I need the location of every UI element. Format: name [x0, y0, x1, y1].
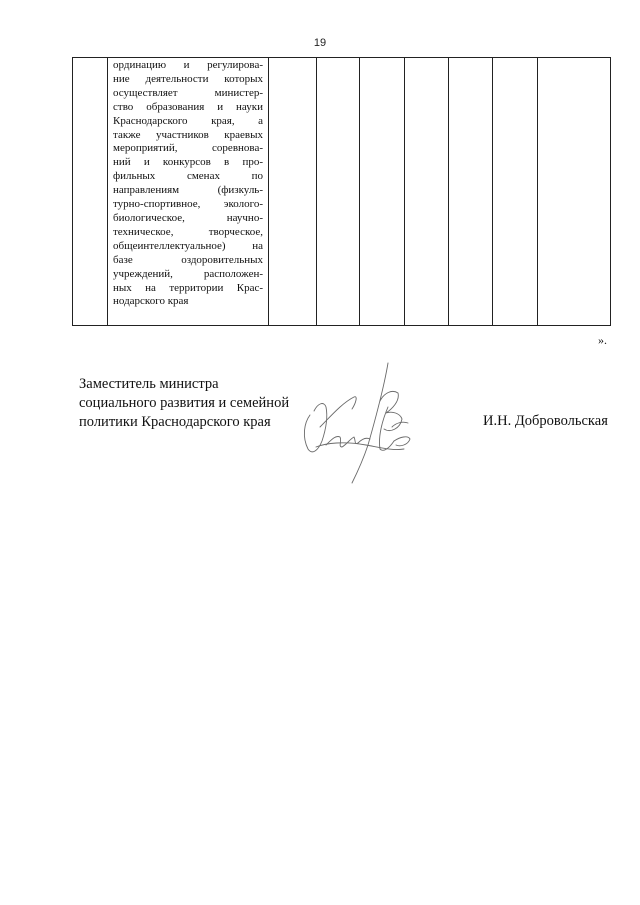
- description-line: ние деятельности которых: [113, 72, 263, 85]
- signer-title-line: Заместитель министра: [79, 376, 219, 392]
- description-line: нодарского края: [113, 295, 189, 308]
- handwritten-signature: [296, 357, 426, 489]
- description-line: мероприятий, соревнова-: [113, 142, 263, 155]
- description-line: общеинтеллектуальное) на: [113, 239, 263, 252]
- description-line: биологическое, научно-: [113, 211, 263, 224]
- description-line: турно-спортивное, эколого-: [113, 198, 263, 211]
- description-line: учреждений, расположен-: [113, 267, 263, 280]
- signer-title-line: социального развития и семейной: [79, 395, 290, 411]
- table-cell-empty: [360, 58, 405, 326]
- table-cell-empty: [317, 58, 360, 326]
- table-row: [73, 58, 611, 326]
- signer-title-line: политики Краснодарского края: [79, 414, 271, 430]
- description-line: техническое, творческое,: [113, 225, 263, 238]
- continuation-table: [72, 57, 611, 326]
- signer-name: И.Н. Добровольская: [483, 413, 608, 429]
- description-line: ний и конкурсов в про-: [113, 156, 263, 169]
- table-cell-number: [73, 58, 108, 326]
- description-line: Краснодарского края, а: [113, 114, 263, 127]
- description-line: направлениям (физкуль-: [113, 184, 263, 197]
- closing-quote-mark: ».: [598, 333, 607, 347]
- description-line: ство образования и науки: [113, 100, 263, 113]
- description-line: также участников краевых: [113, 128, 263, 141]
- table-cell-empty: [493, 58, 538, 326]
- cell-description-text: [108, 58, 268, 309]
- signer-title: [79, 375, 289, 432]
- description-line: осуществляет министер-: [113, 86, 263, 99]
- table-cell-empty: [449, 58, 493, 326]
- description-line: ных на территории Крас-: [113, 281, 263, 294]
- page-number: 19: [313, 37, 327, 49]
- description-line: фильных сменах по: [113, 170, 263, 183]
- description-line: ординацию и регулирова-: [113, 59, 263, 71]
- table-cell-description: [108, 58, 269, 326]
- table-cell-empty: [269, 58, 317, 326]
- description-line: базе оздоровительных: [113, 253, 263, 266]
- table-cell-empty: [538, 58, 611, 326]
- table-cell-empty: [405, 58, 449, 326]
